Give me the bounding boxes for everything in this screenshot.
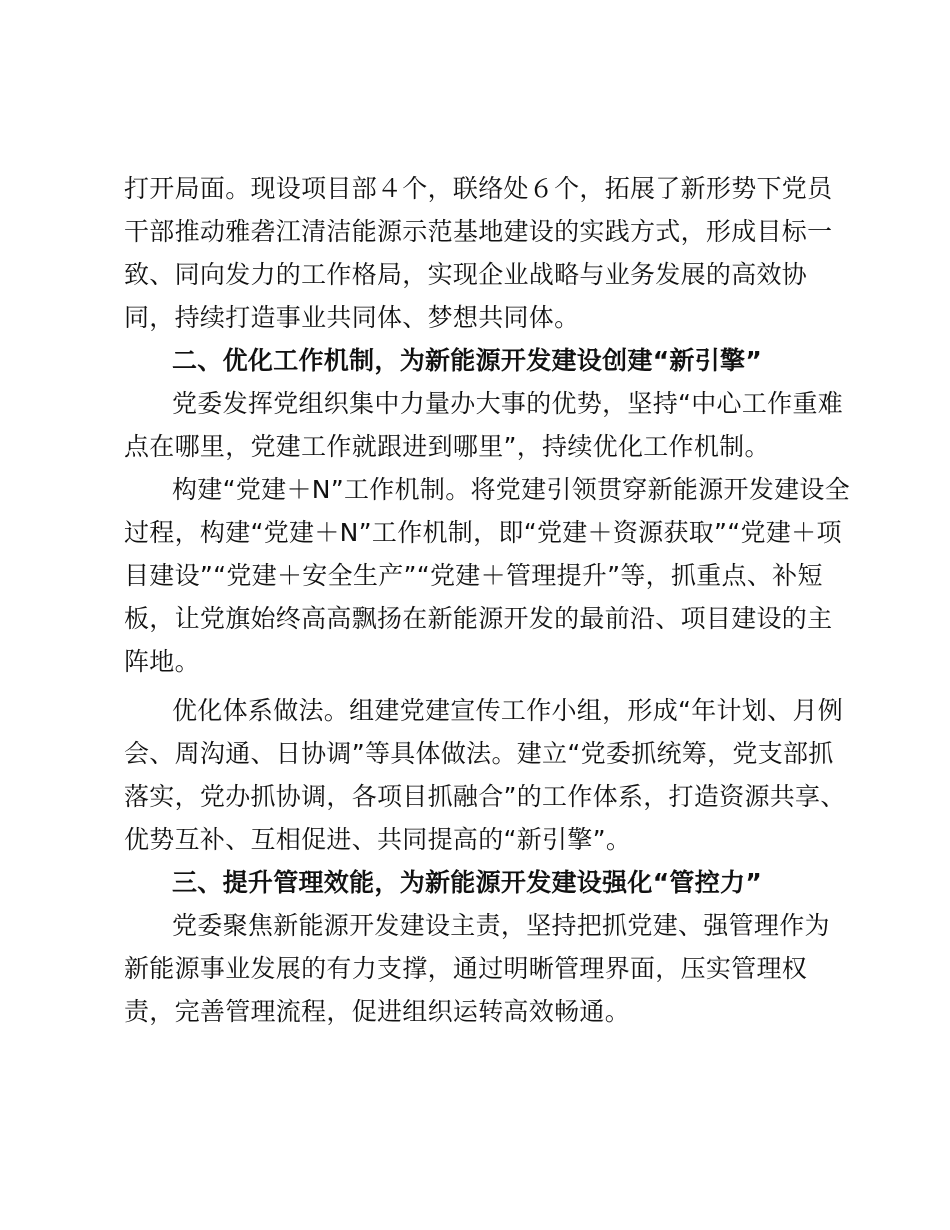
body-text-line: 目建设”“党建＋安全生产”“党建＋管理提升”等，抓重点、补短 xyxy=(124,561,823,590)
body-text-line: 阵地。 xyxy=(124,647,200,676)
body-text-line: 落实，党办抓协调，各项目抓融合”的工作体系，打造资源共享、 xyxy=(124,782,846,811)
body-text-line: 构建“党建＋N”工作机制。将党建引领贯穿新能源开发建设全 xyxy=(172,475,851,504)
body-text-line: 干部推动雅砻江清洁能源示范基地建设的实践方式，形成目标一 xyxy=(124,217,833,246)
body-text-line: 打开局面。现设项目部４个，联络处６个，拓展了新形势下党员 xyxy=(124,174,833,203)
section-heading: 二、优化工作机制，为新能源开发建设创建“新引擎” xyxy=(172,346,763,375)
body-text-line: 党委聚焦新能源开发建设主责，坚持把抓党建、强管理作为 xyxy=(172,911,830,940)
body-text-line: 优势互补、互相促进、共同提高的“新引擎”。 xyxy=(124,825,632,854)
body-text-line: 过程，构建“党建＋N”工作机制，即“党建＋资源获取”“党建＋项 xyxy=(124,518,842,547)
section-heading: 三、提升管理效能，为新能源开发建设强化“管控力” xyxy=(172,868,763,897)
body-text-line: 致、同向发力的工作格局，实现企业战略与业务发展的高效协 xyxy=(124,260,808,289)
body-text-line: 新能源事业发展的有力支撑，通过明晰管理界面，压实管理权 xyxy=(124,954,808,983)
body-text-line: 板，让党旗始终高高飘扬在新能源开发的最前沿、项目建设的主 xyxy=(124,604,833,633)
body-text-line: 会、周沟通、日协调”等具体做法。建立“党委抓统筹，党支部抓 xyxy=(124,739,834,768)
body-text-line: 点在哪里，党建工作就跟进到哪里”，持续优化工作机制。 xyxy=(124,432,770,461)
body-text-line: 责，完善管理流程，促进组织运转高效畅通。 xyxy=(124,997,631,1026)
body-text-line: 党委发挥党组织集中力量办大事的优势，坚持“中心工作重难 xyxy=(172,389,844,418)
body-text-line: 优化体系做法。组建党建宣传工作小组，形成“年计划、月例 xyxy=(172,696,844,725)
body-text-line: 同，持续打造事业共同体、梦想共同体。 xyxy=(124,303,580,332)
